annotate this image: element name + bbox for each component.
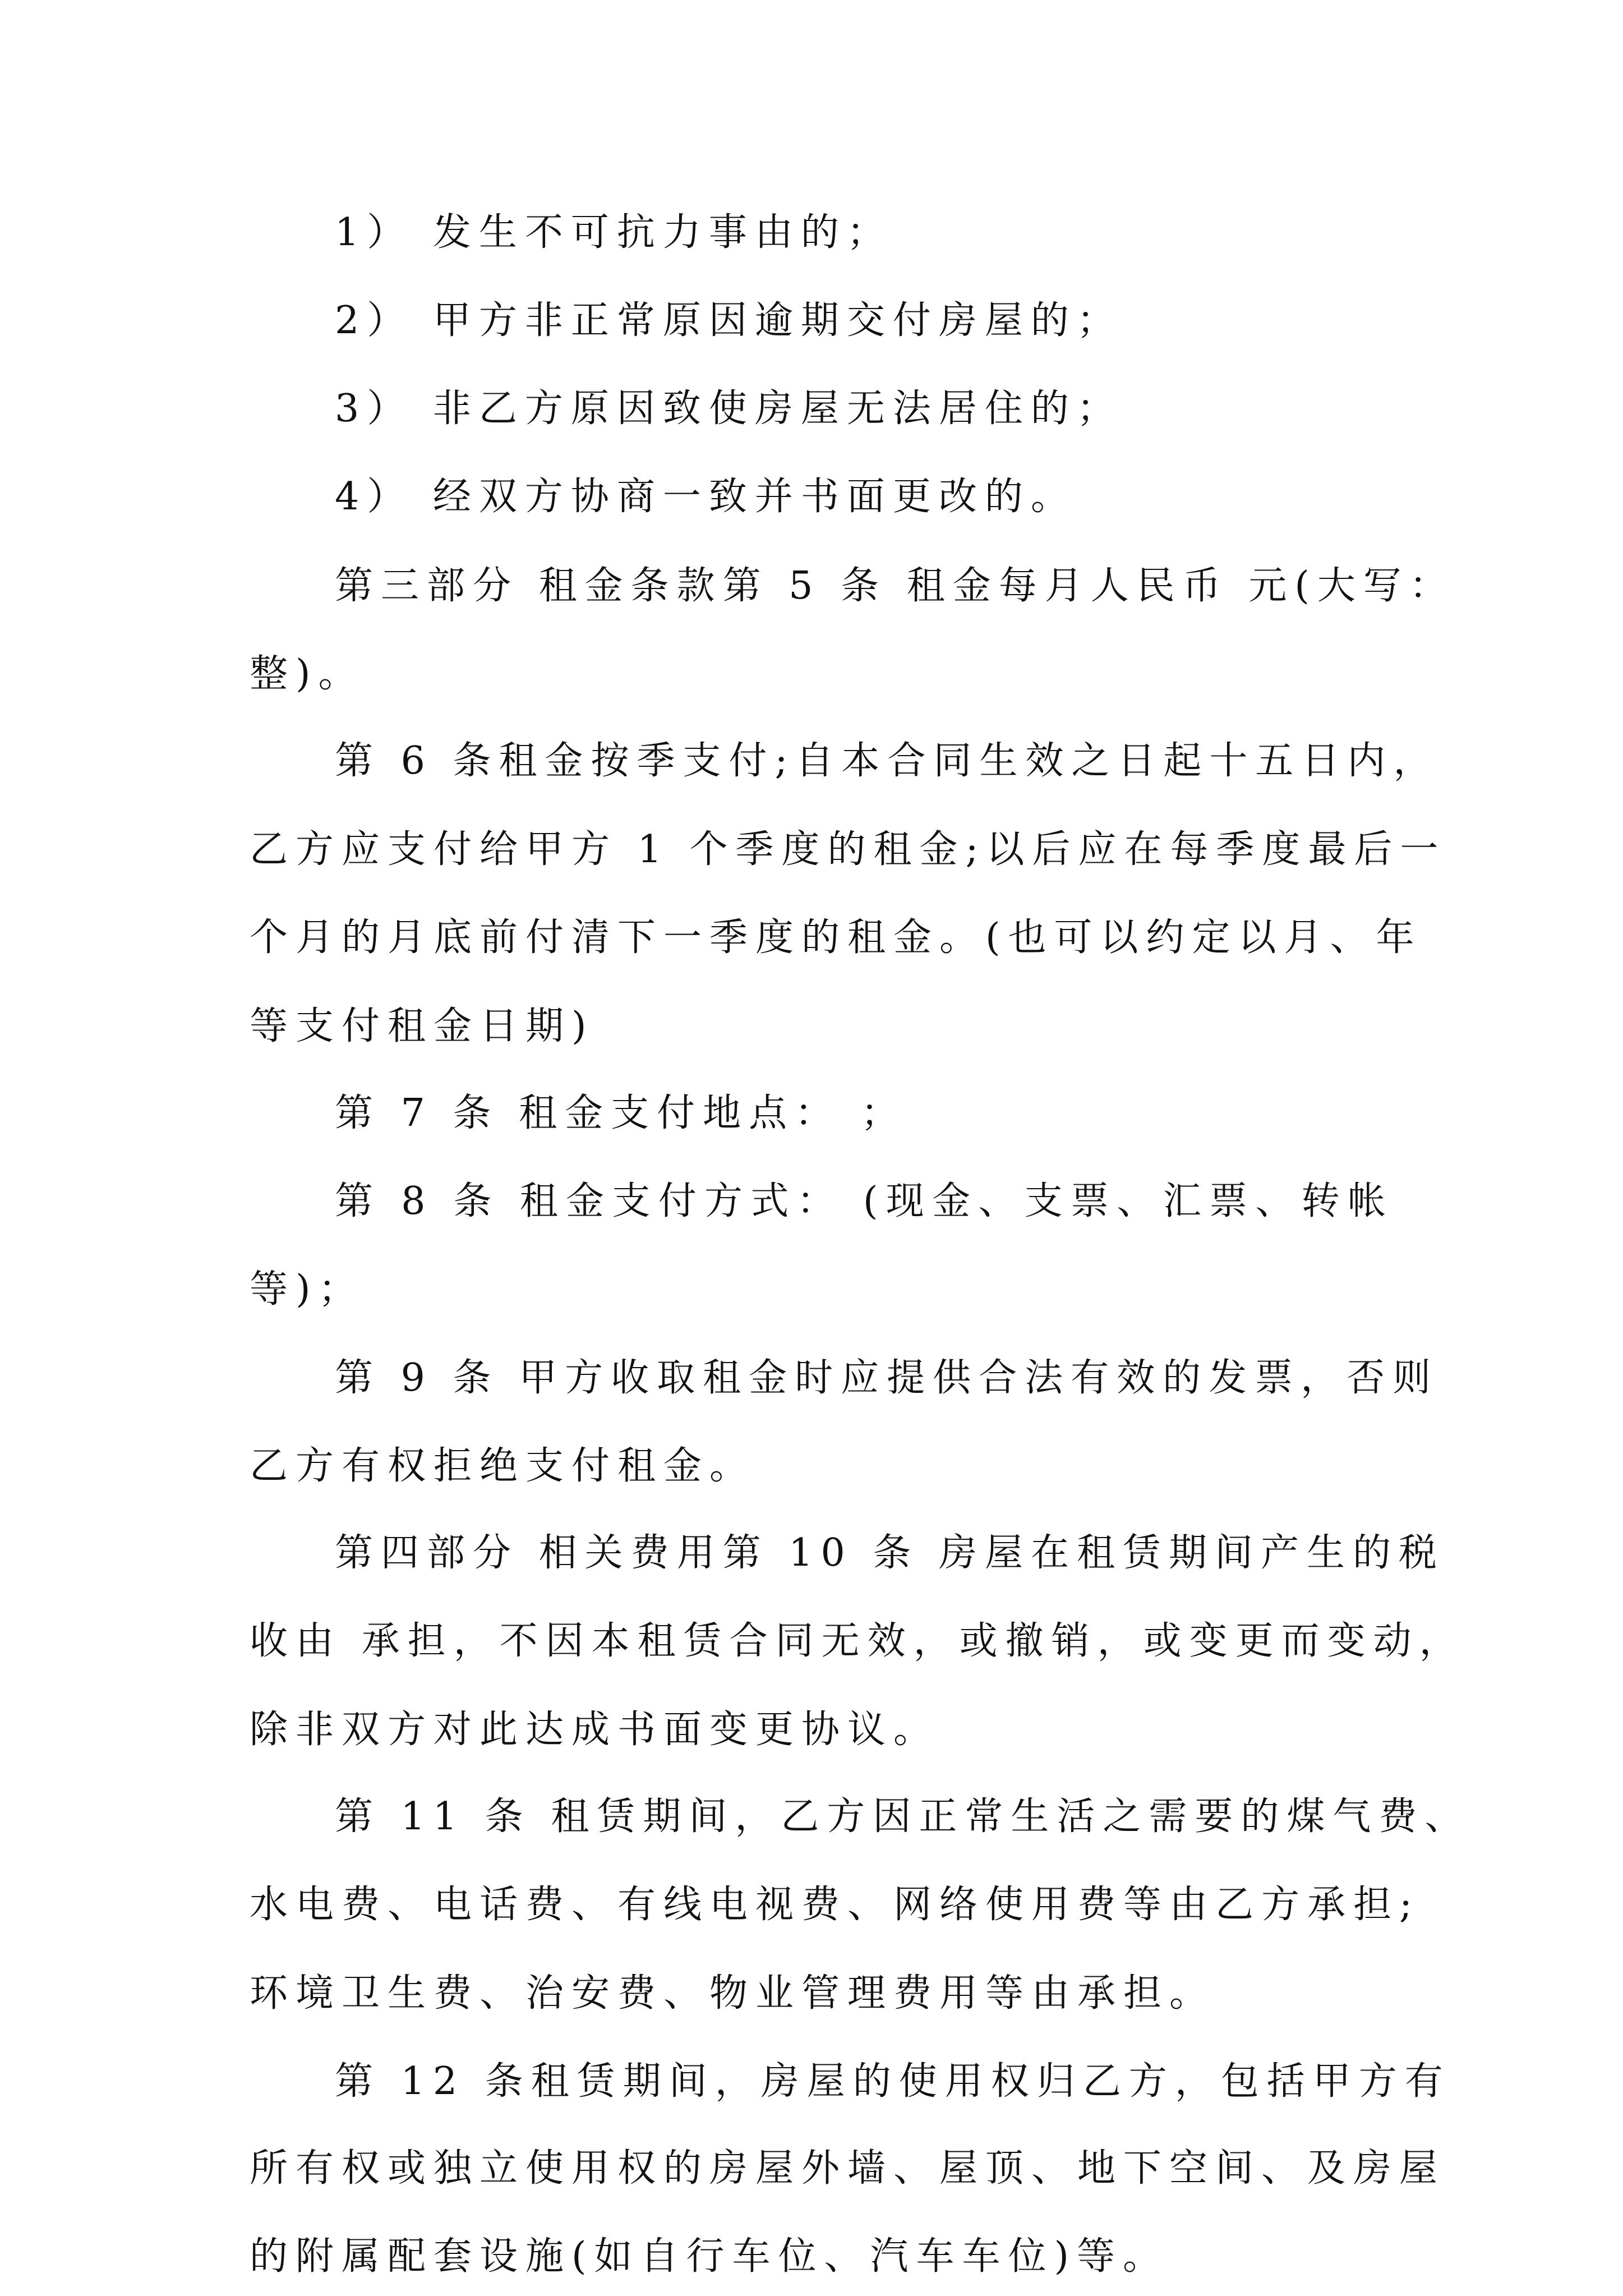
text-line: 第 9 条 甲方收取租金时应提供合法有效的发票，否则 [335,1356,1439,1400]
text-line: 3） 非乙方原因致使房屋无法居住的； [335,386,1123,431]
text-line: 水电费、电话费、有线电视费、网络使用费等由乙方承担; [250,1883,1420,1927]
text-line: 1） 发生不可抗力事由的； [335,210,893,255]
text-line: 第四部分 相关费用第 10 条 房屋在租赁期间产生的税 [335,1531,1445,1575]
text-line: 第 12 条租赁期间，房屋的使用权归乙方，包括甲方有 [335,2059,1451,2104]
text-line: 2） 甲方非正常原因逾期交付房屋的； [335,298,1123,343]
text-line: 第 8 条 租金支付方式： (现金、支票、汇票、转帐 [335,1179,1394,1223]
text-line: 的附属配套设施(如自行车位、汽车车位)等。 [250,2234,1169,2279]
text-line: 第 6 条租金按季支付;自本合同生效之日起十五日内， [335,739,1440,783]
text-line: 整)。 [250,652,365,696]
text-line: 乙方应支付给甲方 1 个季度的租金;以后应在每季度最后一 [250,827,1446,872]
text-line: 个月的月底前付清下一季度的租金。(也可以约定以月、年 [250,915,1422,960]
text-line: 所有权或独立使用权的房屋外墙、屋顶、地下空间、及房屋 [250,2146,1446,2191]
text-line: 等)； [250,1267,365,1312]
text-line: 4） 经双方协商一致并书面更改的。 [335,475,1077,519]
text-line: 乙方有权拒绝支付租金。 [250,1444,756,1488]
text-line: 第 7 条 租金支付地点： ； [335,1091,907,1135]
text-line: 收由 承担，不因本租赁合同无效，或撤销，或变更而变动， [250,1619,1465,1663]
text-line: 除非双方对此达成书面变更协议。 [250,1708,940,1752]
text-line: 第三部分 租金条款第 5 条 租金每月人民币 元(大写： [335,564,1455,608]
text-line: 第 11 条 租赁期间，乙方因正常生活之需要的煤气费、 [335,1795,1471,1839]
text-line: 环境卫生费、治安费、物业管理费用等由承担。 [250,1971,1216,2016]
text-line: 等支付租金日期) [250,1004,594,1048]
